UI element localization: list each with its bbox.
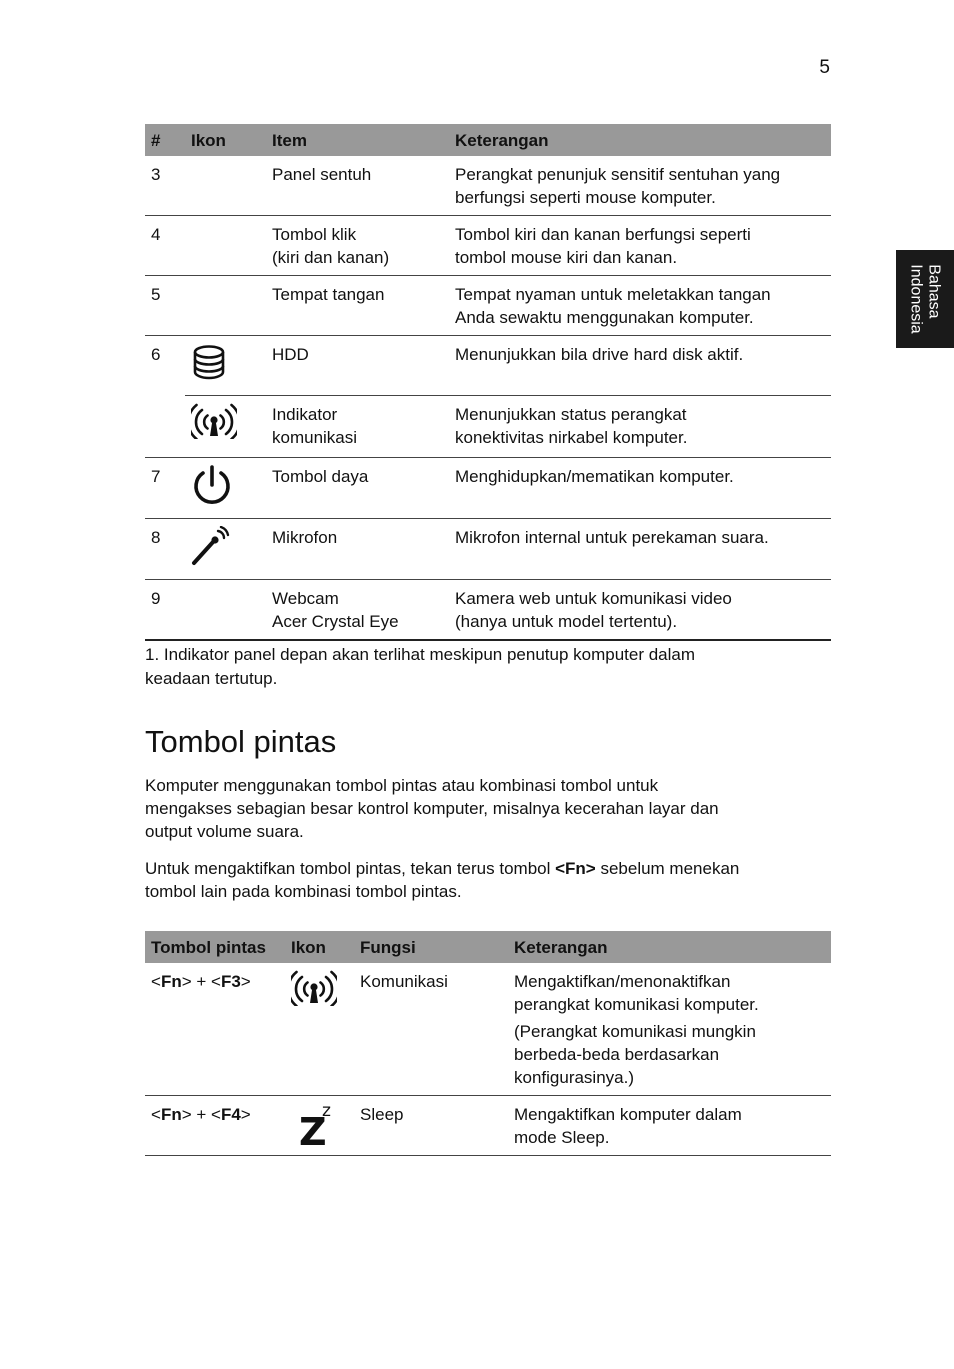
hotkey-function: Sleep: [354, 1096, 508, 1156]
item-description: berfungsi seperti mouse komputer.: [455, 188, 716, 207]
item-name: Indikator: [272, 405, 338, 424]
item-description: (hanya untuk model tertentu).: [455, 612, 678, 631]
item-name: Acer Crystal Eye: [272, 612, 399, 631]
item-description: Perangkat penunjuk sensitif sentuhan yang: [455, 165, 781, 184]
hotkey-note: konfigurasinya.): [514, 1068, 635, 1087]
paragraph-line: Komputer menggunakan tombol pintas atau kombinasi tombol untuk: [145, 776, 659, 795]
header-num: #: [145, 124, 185, 156]
row-number: 3: [151, 165, 161, 184]
header-description: Keterangan: [508, 931, 831, 963]
hotkey-description: perangkat komunikasi komputer.: [514, 995, 759, 1014]
paragraph-text: sebelum menekan: [595, 859, 740, 878]
item-name: Tempat tangan: [272, 285, 385, 304]
hotkey-description: Mengaktifkan/menonaktifkan: [514, 972, 731, 991]
table-row: [145, 580, 831, 641]
item-name: Tombol klik: [272, 225, 357, 244]
item-name: (kiri dan kanan): [272, 248, 390, 267]
table-row: [145, 156, 831, 216]
header-icon: Ikon: [285, 931, 354, 963]
paragraph-text: Untuk mengaktifkan tombol pintas, tekan terus tombol: [145, 859, 556, 878]
item-description: Tempat nyaman untuk meletakkan tangan: [455, 285, 771, 304]
row-number: 4: [145, 216, 185, 276]
hotkey-note: (Perangkat komunikasi mungkin: [514, 1022, 756, 1041]
row-number: 5: [145, 276, 185, 336]
header-function: Fungsi: [354, 931, 508, 963]
hotkey-function: Komunikasi: [360, 972, 448, 991]
table-row: [145, 336, 831, 396]
page-number: 5: [819, 57, 830, 78]
item-name: HDD: [272, 345, 309, 364]
footnote-line: 1. Indikator panel depan akan terlihat meskipun penutup komputer dalam: [145, 645, 696, 664]
table-row: [145, 519, 831, 580]
hotkeys-table: [145, 931, 831, 1156]
item-description: Menunjukkan status perangkat: [455, 405, 687, 424]
footnote-line: keadaan tertutup.: [145, 669, 278, 688]
item-description: Anda sewaktu menggunakan komputer.: [455, 308, 754, 327]
item-name: Panel sentuh: [272, 165, 372, 184]
header-description: Keterangan: [449, 124, 831, 156]
hotkey-combo: <Fn> + <F3>: [151, 972, 251, 991]
wireless-icon: [191, 403, 237, 439]
intro-paragraph: [145, 774, 835, 843]
item-name: Webcam: [272, 589, 339, 608]
row-number: [145, 396, 185, 458]
table-header-row: [145, 124, 831, 156]
item-description: konektivitas nirkabel komputer.: [455, 428, 688, 447]
paragraph-line: tombol lain pada kombinasi tombol pintas.: [145, 882, 462, 901]
power-icon: [191, 465, 233, 507]
header-icon: Ikon: [185, 124, 266, 156]
row-number: 9: [145, 580, 185, 641]
table-row: [145, 216, 831, 276]
item-description: Kamera web untuk komunikasi video: [455, 589, 732, 608]
row-number: 7: [145, 458, 185, 519]
footnote: [145, 643, 835, 691]
fn-instruction-paragraph: [145, 857, 835, 903]
hotkey-combo: <Fn> + <F4>: [145, 1096, 285, 1156]
item-description: Mikrofon internal untuk perekaman suara.: [455, 528, 769, 547]
item-name: Mikrofon: [272, 528, 338, 547]
section-title: Tombol pintas: [145, 724, 337, 759]
language-side-tab: [896, 250, 954, 348]
table-header-row: [145, 931, 831, 963]
hdd-icon: [191, 343, 227, 383]
item-description: Tombol kiri dan kanan berfungsi seperti: [455, 225, 751, 244]
table-row: [145, 276, 831, 336]
item-name: komunikasi: [272, 428, 358, 447]
table-row: [145, 963, 831, 1096]
side-tab-line1: Bahasa: [926, 264, 944, 319]
table-row: [145, 396, 831, 458]
sleep-icon: Z z: [299, 1101, 331, 1154]
hotkey-description: mode Sleep.: [514, 1128, 610, 1147]
paragraph-line: mengakses sebagian besar kontrol komputer, misalnya kecerahan layar dan: [145, 799, 719, 818]
hotkey-description: Mengaktifkan komputer dalam: [514, 1105, 742, 1124]
item-description: Menghidupkan/mematikan komputer.: [455, 467, 734, 486]
table-row: [145, 458, 831, 519]
table-row: [145, 1096, 831, 1156]
side-tab-line2: Indonesia: [908, 264, 926, 334]
components-table: [145, 124, 831, 641]
header-hotkey: Tombol pintas: [145, 931, 285, 963]
wireless-icon: [291, 970, 337, 1006]
item-name: Tombol daya: [272, 467, 369, 486]
item-description: tombol mouse kiri dan kanan.: [455, 248, 678, 267]
paragraph-line: output volume suara.: [145, 822, 304, 841]
row-number: 8: [145, 519, 185, 580]
microphone-icon: [191, 526, 233, 566]
row-number: 6: [145, 336, 185, 396]
header-item: Item: [266, 124, 449, 156]
hotkey-note: berbeda-beda berdasarkan: [514, 1045, 720, 1064]
item-description: Menunjukkan bila drive hard disk aktif.: [455, 345, 744, 364]
fn-key-label: <Fn>: [555, 859, 596, 878]
